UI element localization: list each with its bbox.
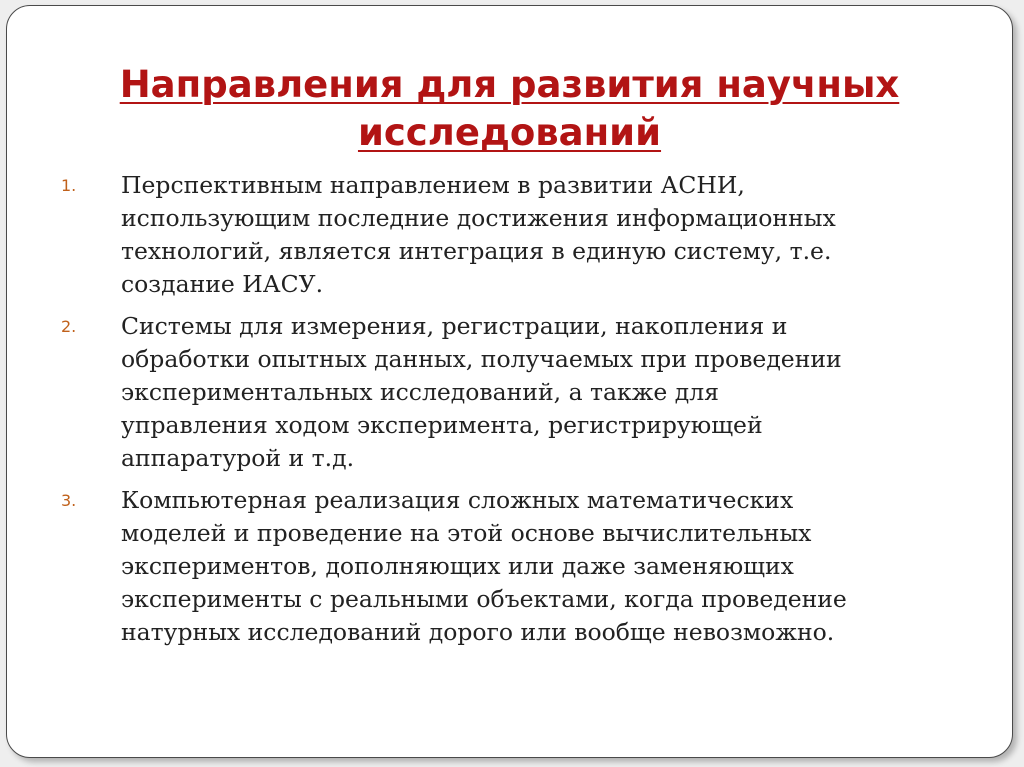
list-item-text-line: использующим последние достижения информационных	[121, 204, 836, 232]
list-item-text-line: эксперименты с реальными объектами, когда проведение	[121, 585, 847, 613]
list-item-text-line: Перспективным направлением в развитии АСНИ,	[121, 171, 745, 199]
title-line: Направления для развития научных	[119, 62, 900, 106]
title-line: исследований	[357, 110, 662, 154]
list-item-text-line: экспериментальных исследований, а также для	[121, 378, 719, 406]
slide-title	[7, 61, 1012, 157]
list-item-number: 1.	[61, 176, 77, 195]
list-item-text-line: Системы для измерения, регистрации, накопления и	[121, 312, 788, 340]
list-item	[61, 484, 991, 649]
list-item	[61, 169, 991, 301]
list-item-text-line: Компьютерная реализация сложных математических	[121, 486, 794, 514]
list-item-text-line: создание ИАСУ.	[121, 270, 324, 298]
list-item-number: 3.	[61, 491, 77, 510]
list-item-text-line: натурных исследований дорого или вообще невозможно.	[121, 618, 835, 646]
slide	[6, 5, 1013, 758]
list-item-text-line: экспериментов, дополняющих или даже заменяющих	[121, 552, 794, 580]
list-item-number: 2.	[61, 317, 77, 336]
numbered-list	[61, 169, 991, 658]
list-item-text-line: технологий, является интеграция в единую систему, т.е.	[121, 237, 832, 265]
list-item-text-line: аппаратурой и т.д.	[121, 444, 355, 472]
list-item-text-line: обработки опытных данных, получаемых при проведении	[121, 345, 842, 373]
list-item-text-line: моделей и проведение на этой основе вычислительных	[121, 519, 812, 547]
list-item-text-line: управления ходом эксперимента, регистрирующей	[121, 411, 763, 439]
list-item	[61, 310, 991, 475]
